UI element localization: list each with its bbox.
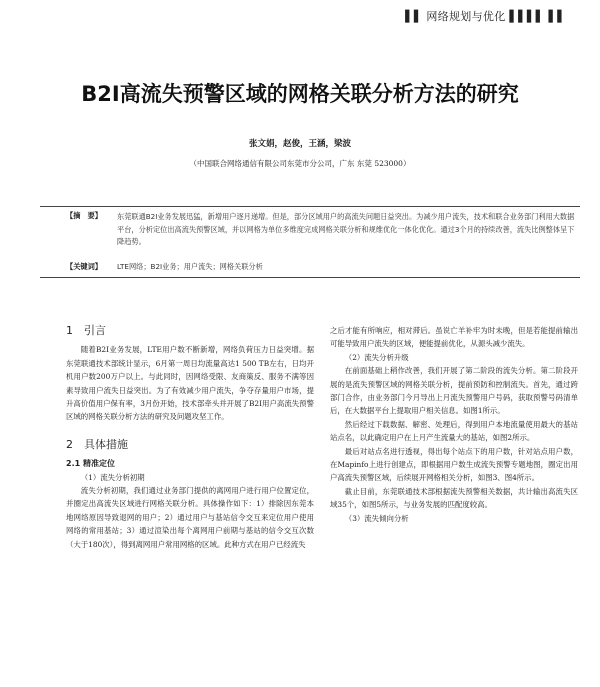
- item-2-paragraph-1: 在前面基础上稍作改善，我们开展了第二阶段的流失分析。第二阶段开展的是流失预警区域的网格关联分析，提前预防和控制流失。首先，通过跨部门合作，由业务部门今月导出上月流失预警用户号码，获取预警号码清单后，在大数据平台上提取用户相关信息。如图1所示。: [330, 366, 578, 416]
- running-header: [405, 8, 566, 24]
- section-1-paragraph: 随着B2I业务发展，LTE用户数不断新增，网络负荷压力日益突增。据东莞联通技术部统计显示，6月第一周日均流量高达1 500 TB左右，日均开机用户数200万户以上。与此同时，因网络受限、友商策反、服务不满等因素导致用户流失日益突出。为了有效减少用户流失，争夺存量用户市场，提升高价值用户保有率，3月份开始，技术部牵头并开展了B2I用户高流失预警区域的网格关联分析方法的研究及问题攻坚工作。: [66, 345, 314, 422]
- header-section: 网络规划与优化: [426, 10, 506, 23]
- item-2-paragraph-3: 最后对站点名进行透视，得出每个站点下的用户数，针对站点用户数，在Mapinfo上进行创建点，即根据用户数生成流失预警专题地图，圈定出用户高流失预警区域，后续展开网格相关分析，如图3、图4所示。: [330, 446, 578, 483]
- keywords-label: 【关键词】: [66, 262, 102, 271]
- section-2-heading: 2 具体措施: [66, 437, 128, 451]
- header-marks-right: ▌▌▌▌ ▌▌: [509, 10, 566, 23]
- continued-paragraph: 之后才能有所响应，相对滞后。虽说亡羊补牢为时未晚，但是若能提前输出可能导致用户流失的区域，便能提前优化，从源头减少流失。: [330, 326, 578, 349]
- item-2-paragraph-4: 截止目前，东莞联通技术部根据流失预警相关数据，共计输出高流失区域35个，如图5所示，与业务发展的匹配度较高。: [330, 486, 578, 510]
- item-2-paragraph-2: 然后经过下载数据、解密、处理后，得到用户本地流量使用最大的基站站点名，以此确定用户在上月产生流量大的基站，如图2所示。: [330, 419, 578, 443]
- authors: 张文娟，赵俊，王涵，梁波: [248, 139, 351, 149]
- item-2-heading: （2）流失分析升级: [344, 352, 409, 362]
- subsection-2-1-heading: 2.1 精准定位: [66, 459, 115, 469]
- right-column: [330, 324, 578, 525]
- header-marks-left: ▌▌: [405, 10, 423, 23]
- item-3-heading: （3）流失倾向分析: [344, 513, 409, 523]
- paper-title: B2I高流失预警区域的网格关联分析方法的研究: [81, 82, 519, 106]
- item-1-paragraph: 流失分析初期，我们通过业务部门提供的离网用户进行用户位置定位，并圈定出高流失区域进行网格关联分析。具体操作如下：1）排除因东莞本地网络原因导致退网的用户；2）通过用户与基站信令交互来定位用户使用网络的常用基站；3）通过渲染出每个离网用户前期与基站的信令交互次数（大于180次），得到离网用户常用网格的区域。此种方式在用户已经流失: [66, 486, 314, 549]
- abstract-label: 【摘 要】: [66, 211, 102, 220]
- item-1-heading: （1）流失分析初期: [80, 472, 145, 482]
- keywords-text: LTE网络；B2I业务；用户流失；网格关联分析: [117, 262, 263, 271]
- abstract-top-rule: [40, 206, 580, 207]
- affiliation: （中国联合网络通信有限公司东莞市分公司，广东 东莞 523000）: [189, 159, 411, 168]
- section-1-heading: 1 引言: [66, 324, 106, 337]
- abstract-text: 东莞联通B2I业务发展迅猛，新增用户逐月递增。但是，部分区域用户的高流失问题日益突出。为减少用户流失，技术和联合业务部门利用大数据平台，分析定位出高流失预警区域，并以网格为单位多维度完成网格关联分析和规维优化一体化优化。通过3个月的持续改善，流失比例整体呈下降趋势。: [117, 212, 575, 247]
- abstract-bottom-rule: [40, 277, 580, 278]
- left-column: [66, 318, 314, 551]
